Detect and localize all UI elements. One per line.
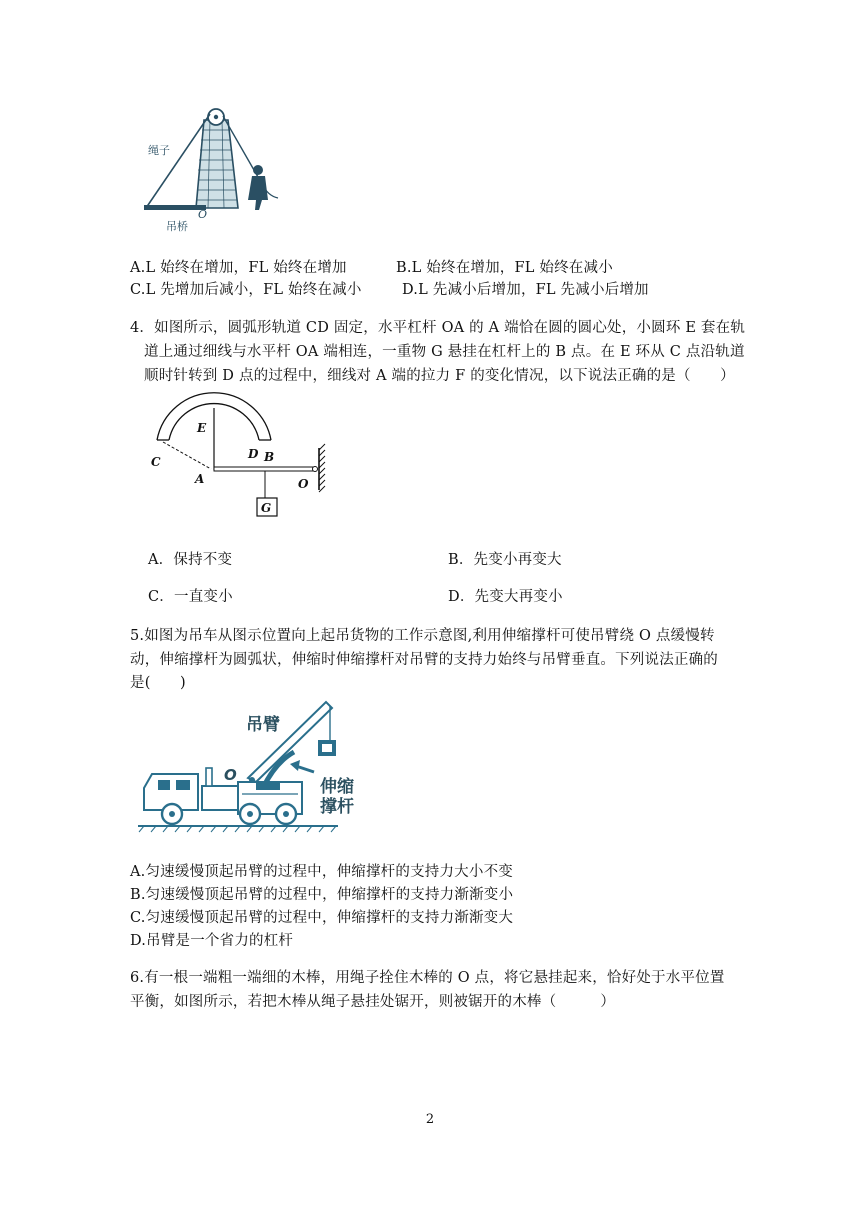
point-a-label: A bbox=[195, 472, 205, 486]
q6-stem-line-1: 6.有一根一端粗一端细的木棒，用绳子拴住木棒的 O 点，将它悬挂起来，恰好处于水平位置 bbox=[130, 970, 725, 986]
arm-label: 吊臂 bbox=[246, 715, 280, 735]
q3-option-a: A.L 始终在增加，FL 始终在增加 bbox=[130, 260, 347, 276]
q5-option-a: A.匀速缓慢顶起吊臂的过程中，伸缩撑杆的支持力大小不变 bbox=[130, 864, 513, 880]
q5-option-d: D.吊臂是一个省力的杠杆 bbox=[130, 933, 294, 949]
rope-label: 绳子 bbox=[148, 144, 170, 157]
q3-option-d: D.L 先减小后增加，FL 先减小后增加 bbox=[402, 282, 649, 298]
q5-option-b: B.匀速缓慢顶起吊臂的过程中，伸缩撑杆的支持力渐渐变小 bbox=[130, 887, 514, 903]
q5-stem-line-1: 5.如图为吊车从图示位置向上起吊货物的工作示意图,利用伸缩撑杆可使吊臂绕 O 点缓慢转 bbox=[130, 628, 715, 644]
q5-stem-line-3: 是( ) bbox=[130, 675, 186, 691]
point-c-label: C bbox=[151, 455, 161, 469]
point-d-label: D bbox=[248, 447, 259, 461]
pivot-o-label: O bbox=[224, 766, 237, 784]
arc-lever-figure bbox=[145, 398, 345, 522]
drawbridge-figure bbox=[138, 104, 290, 234]
bridge-label: 吊桥 bbox=[166, 220, 188, 233]
q4-option-a: A．保持不变 bbox=[148, 552, 233, 568]
pivot-o-label: O bbox=[198, 208, 208, 221]
q4-option-c: C．一直变小 bbox=[148, 589, 233, 605]
crane-figure bbox=[136, 694, 354, 836]
q4-option-d: D．先变大再变小 bbox=[448, 589, 563, 605]
q4-stem-line-2: 道上通过细线与水平杆 OA 端相连，一重物 G 悬挂在杠杆上的 B 点。在 E 环从 C 点沿轨道 bbox=[144, 344, 745, 360]
q5-stem-line-2: 动，伸缩撑杆为圆弧状，伸缩时伸缩撑杆对吊臂的支持力始终与吊臂垂直。下列说法正确的 bbox=[130, 652, 718, 668]
q5-option-c: C.匀速缓慢顶起吊臂的过程中，伸缩撑杆的支持力渐渐变大 bbox=[130, 910, 514, 926]
q4-option-b: B．先变小再变大 bbox=[448, 552, 562, 568]
q3-option-c: C.L 先增加后减小，FL 始终在减小 bbox=[130, 282, 362, 298]
q3-option-b: B.L 始终在增加，FL 始终在减小 bbox=[396, 260, 613, 276]
point-e-label: E bbox=[197, 421, 207, 435]
strut-label-1: 伸缩 bbox=[320, 777, 354, 797]
strut-label-2: 撑杆 bbox=[320, 797, 354, 817]
q4-stem-line-1: 4．如图所示，圆弧形轨道 CD 固定，水平杠杆 OA 的 A 端恰在圆的圆心处，小圆环 E 套在轨 bbox=[130, 320, 746, 336]
page-number: 2 bbox=[425, 1112, 435, 1127]
weight-g-label: G bbox=[261, 501, 272, 515]
point-b-label: B bbox=[264, 450, 275, 464]
q6-stem-line-2: 平衡，如图所示，若把木棒从绳子悬挂处锯开，则被锯开的木棒（ ） bbox=[130, 994, 616, 1010]
point-o-label: O bbox=[298, 477, 309, 491]
q4-stem-line-3: 顺时针转到 D 点的过程中，细线对 A 端的拉力 F 的变化情况，以下说法正确的是（ ） bbox=[144, 368, 735, 384]
